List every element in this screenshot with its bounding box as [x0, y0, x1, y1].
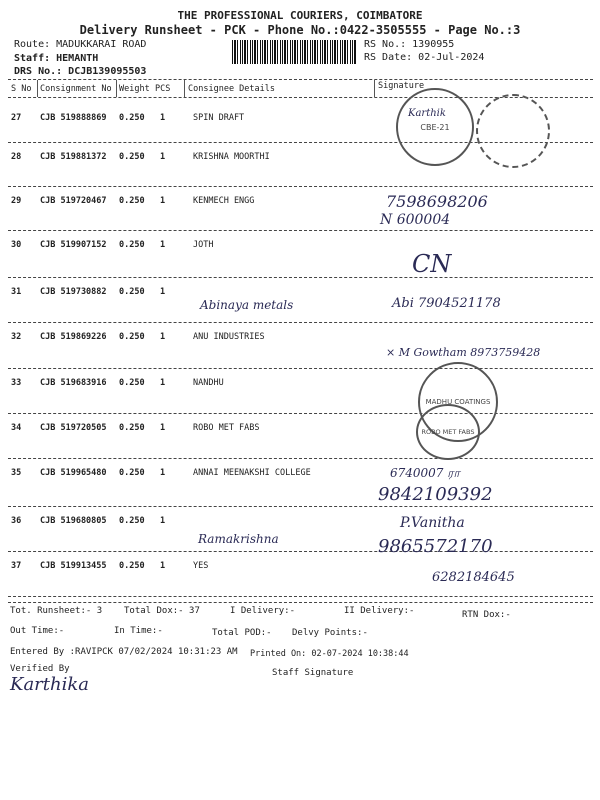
- signature-36-name: P.Vanitha: [400, 515, 465, 531]
- row-cno: CJB 519888869: [40, 113, 107, 123]
- col-sep: [37, 80, 38, 97]
- row-divider: [8, 506, 593, 507]
- row-pcs: 1: [160, 423, 166, 433]
- row-weight: 0.250: [119, 561, 145, 571]
- verified-signature: Karthika: [10, 674, 90, 695]
- row-weight: 0.250: [119, 468, 145, 478]
- i-delivery: I Delivery:-: [230, 606, 296, 616]
- stamp-text: ROBO MET FABS: [421, 428, 475, 436]
- row-weight: 0.250: [119, 196, 145, 206]
- total-dox: Total Dox:- 37: [124, 606, 200, 616]
- company-name: THE PROFESSIONAL COURIERS, COIMBATORE: [177, 9, 423, 22]
- row-consignee: KRISHNA MOORTHI: [193, 152, 270, 162]
- footer-divider: [8, 602, 593, 603]
- row-cno: CJB 519881372: [40, 152, 107, 162]
- row-divider: [8, 368, 593, 369]
- row-cno: CJB 519913455: [40, 561, 107, 571]
- signature-29-name: N 600004: [380, 212, 451, 228]
- row-cno: CJB 519965480: [40, 468, 107, 478]
- stamp-robo: [416, 404, 480, 460]
- row-sno: 32: [11, 332, 22, 342]
- tot-runsheet: Tot. Runsheet:- 3: [10, 606, 103, 616]
- out-time: Out Time:-: [10, 626, 65, 636]
- consignee-36-handwritten: Ramakrishna: [198, 532, 279, 546]
- row-consignee: ANU INDUSTRIES: [193, 332, 265, 342]
- row-divider: [8, 413, 593, 414]
- row-pcs: 1: [160, 152, 166, 162]
- row-weight: 0.250: [119, 423, 145, 433]
- row-pcs: 1: [160, 332, 166, 342]
- col-pcs: PCS: [155, 84, 171, 94]
- row-divider: [8, 322, 593, 323]
- row-sno: 37: [11, 561, 22, 571]
- signature-37: 6282184645: [432, 570, 515, 585]
- stamp-round-2: [476, 94, 550, 168]
- stamp-cbe: [396, 88, 474, 166]
- stamp-text: CBE-21: [420, 122, 450, 132]
- row-cno: CJB 519730882: [40, 287, 107, 297]
- total-pod: Total POD:-: [212, 628, 272, 638]
- row-consignee: SPIN DRAFT: [193, 113, 245, 123]
- consignee-31-handwritten: Abinaya metals: [200, 298, 294, 312]
- col-consignee: Consignee Details: [188, 84, 275, 94]
- signature-30: CN: [412, 250, 452, 278]
- col-sep: [116, 80, 117, 97]
- row-cno: CJB 519907152: [40, 240, 107, 250]
- signature-35-phone: 9842109392: [378, 484, 493, 505]
- col-sep: [374, 80, 375, 97]
- col-signature: Signature: [378, 81, 425, 91]
- row-consignee: ANNAI MEENAKSHI COLLEGE: [193, 468, 311, 478]
- row-cno: CJB 519720505: [40, 423, 107, 433]
- delvy-points: Delvy Points:-: [292, 628, 368, 638]
- row-consignee: KENMECH ENGG: [193, 196, 255, 206]
- row-consignee: NANDHU: [193, 378, 224, 388]
- row-pcs: 1: [160, 287, 166, 297]
- signature-29-phone: 7598698206: [386, 192, 488, 211]
- row-sno: 29: [11, 196, 22, 206]
- rs-number: RS No.: 1390955: [364, 39, 455, 50]
- col-sno: S No: [11, 84, 32, 94]
- row-pcs: 1: [160, 468, 166, 478]
- entered-by: Entered By :RAVIPCK 07/02/2024 10:31:23 AM: [10, 647, 238, 657]
- staff-signature: Staff Signature: [272, 668, 354, 678]
- row-divider: [8, 596, 593, 597]
- row-weight: 0.250: [119, 378, 145, 388]
- drs-number: DRS No.: DCJB139095503: [14, 66, 147, 77]
- stamp-text: MADHU COATINGS: [425, 398, 491, 406]
- ii-delivery: II Delivery:-: [344, 606, 415, 616]
- row-cno: CJB 519720467: [40, 196, 107, 206]
- in-time: In Time:-: [114, 626, 163, 636]
- row-divider: [8, 551, 593, 552]
- row-cno: CJB 519683916: [40, 378, 107, 388]
- signature-31: Abi 7904521178: [392, 296, 501, 311]
- row-pcs: 1: [160, 240, 166, 250]
- row-sno: 33: [11, 378, 22, 388]
- row-consignee: ROBO MET FABS: [193, 423, 260, 433]
- row-weight: 0.250: [119, 287, 145, 297]
- row-pcs: 1: [160, 378, 166, 388]
- row-cno: CJB 519680805: [40, 516, 107, 526]
- printed-on: Printed On: 02-07-2024 10:38:44: [250, 649, 409, 659]
- row-cno: CJB 519869226: [40, 332, 107, 342]
- row-weight: 0.250: [119, 516, 145, 526]
- row-sno: 36: [11, 516, 22, 526]
- row-pcs: 1: [160, 113, 166, 123]
- row-weight: 0.250: [119, 332, 145, 342]
- row-sno: 35: [11, 468, 22, 478]
- row-consignee: JOTH: [193, 240, 214, 250]
- signature-35-name: 6740007 ரா: [390, 466, 460, 480]
- signature-27: Karthik: [408, 108, 446, 119]
- rs-date: RS Date: 02-Jul-2024: [364, 52, 485, 63]
- row-pcs: 1: [160, 196, 166, 206]
- staff: Staff: HEMANTH: [14, 53, 99, 64]
- row-divider: [8, 458, 593, 459]
- barcode: [232, 40, 357, 64]
- row-weight: 0.250: [119, 152, 145, 162]
- col-weight: Weight: [119, 84, 150, 94]
- row-divider: [8, 186, 593, 187]
- row-consignee: YES: [193, 561, 209, 571]
- col-consignment: Consignment No: [40, 84, 112, 94]
- route: Route: MADUKKARAI ROAD: [14, 39, 147, 50]
- row-sno: 30: [11, 240, 22, 250]
- signature-32: × M Gowtham 8973759428: [386, 346, 541, 359]
- verified-by: Verified By: [10, 664, 70, 674]
- row-divider: [8, 230, 593, 231]
- row-pcs: 1: [160, 561, 166, 571]
- row-weight: 0.250: [119, 240, 145, 250]
- row-sno: 28: [11, 152, 22, 162]
- runsheet-title: Delivery Runsheet - PCK - Phone No.:0422-3505555 - Page No.:3: [79, 23, 521, 37]
- rtn-dox: RTN Dox:-: [462, 610, 511, 620]
- row-weight: 0.250: [119, 113, 145, 123]
- row-sno: 31: [11, 287, 22, 297]
- row-sno: 27: [11, 113, 22, 123]
- row-pcs: 1: [160, 516, 166, 526]
- row-sno: 34: [11, 423, 22, 433]
- col-sep: [184, 80, 185, 97]
- signature-36-phone: 9865572170: [378, 536, 493, 557]
- row-divider: [8, 277, 593, 278]
- header-divider-top: [8, 79, 593, 80]
